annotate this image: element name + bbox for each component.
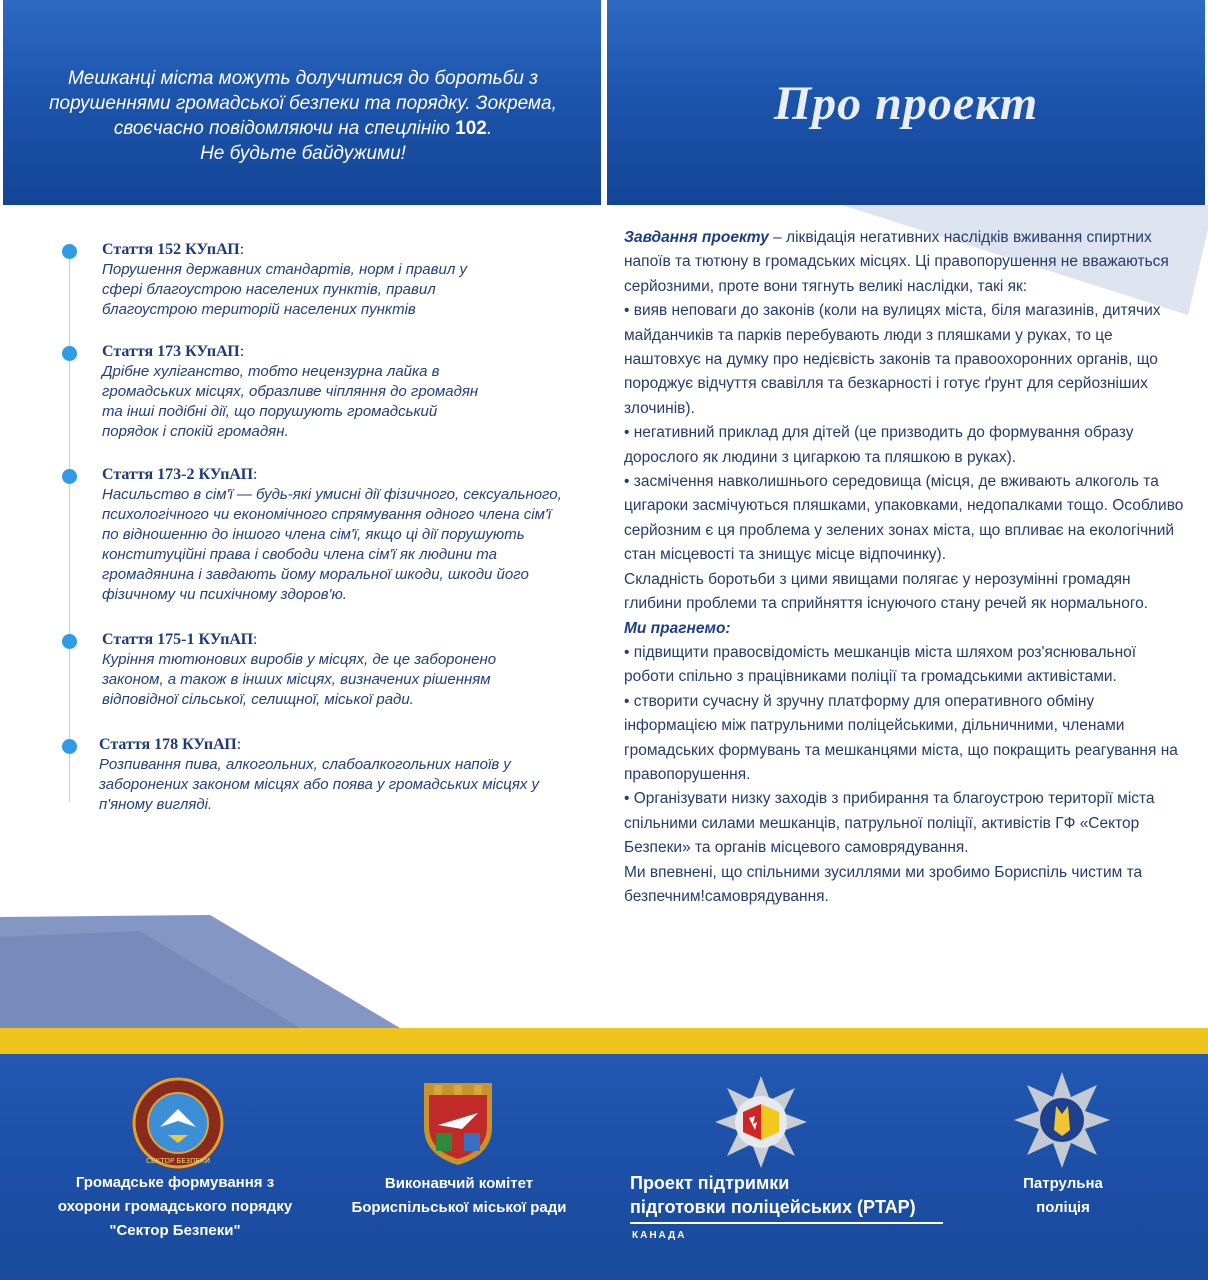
org-executive-committee: Виконавчий комітет Бориспільської міської ради xyxy=(351,1175,567,1216)
svg-text:СЕКТОР БЕЗПЕКИ: СЕКТОР БЕЗПЕКИ xyxy=(145,1157,211,1165)
intro-text xyxy=(43,66,563,166)
article-title: Стаття 152 КУпАП: xyxy=(102,241,245,258)
article-item xyxy=(62,630,582,710)
list-item: • вияв неповаги до законів (коли на вулицях міста, біля магазинів, дитячих майданчиків та парків перебувають люди з пляшками у руках, то це наштовхує на думку про недієвість законів та правоохоронних органів, що породжує відчуття свавілля та безкарності і готує ґрунт для серйозніших злочинів). xyxy=(624,302,1161,417)
article-item xyxy=(62,465,582,605)
intro-line: своєчасно повідомляючи на спецлінію 102. xyxy=(113,118,493,139)
page-title: Про проект xyxy=(773,77,1039,130)
article-item xyxy=(62,735,582,815)
project-task: Завдання проекту – ліквідація негативних наслідків вживання спиртних напоїв та тютюну в громадських місцях. Ці правопорушення не вважаються серйозними, проте вони тягнуть великі наслідки, такі як: xyxy=(624,229,1169,295)
bullet-dot xyxy=(62,346,77,361)
ptap-title: Проект підтримки підготовки поліцейських (PTAP) xyxy=(630,1173,916,1217)
org-patrol-police: Патрульна поліція xyxy=(1023,1175,1103,1216)
intro-line: Мешканці міста можуть долучитися до боротьби з xyxy=(67,68,539,89)
article-description: Порушення державних стандартів, норм і правил у сфері благоустрою населених пунктів, правил благоустрою територій населених пунктів xyxy=(102,261,467,318)
project-description xyxy=(624,226,1184,909)
intro-line: Не будьте байдужими! xyxy=(200,143,406,164)
article-title: Стаття 178 КУпАП: xyxy=(99,736,242,753)
list-item: • створити сучасну й зручну платформу для оперативного обміну інформацією між патрульними поліцейськими, дільничними, членами громадських формувань та мешканцями міста, що покращить реагування на правопорушення. xyxy=(624,692,1178,783)
closing-text: Ми впевнені, що спільними зусиллями ми зробимо Бориспіль чистим та безпечним!самоврядування. xyxy=(624,863,1143,905)
bullet-dot xyxy=(62,634,77,649)
article-description: Дрібне хуліганство, тобто нецензурна лайка в громадських місцях, образливе чіпляння до громадян та інші подібні дії, що порушують громадський порядок і спокій громадян. xyxy=(102,363,479,440)
complexity-text: Складність боротьби з цими явищами полягає у нерозумінні громадян глибини проблеми та сприйняття існуючого стану речей як нормального. xyxy=(624,570,1149,613)
article-title: Стаття 173 КУпАП: xyxy=(102,343,245,360)
list-item: • підвищити правосвідомість мешканців міста шляхом роз'яснювальної роботи спільно з працівниками поліції та громадськими активістами. xyxy=(624,643,1137,686)
canada-police-star-icon xyxy=(713,1074,809,1170)
list-item: • засмічення навколишнього середовища (місця, де вживають алкоголь та цигароки засмічуються пляшками, упаковками, недопалками тощо. Особливо серйозним є ця проблема у зелених зонах міста, що впливає на екологічний стан місцевості та знищує місце відпочинку). xyxy=(624,473,1184,564)
article-title: Стаття 173-2 КУпАП: xyxy=(102,466,258,483)
article-description: Насильство в сім'ї — будь-які умисні дії фізичного, сексуального, психологічного чи економічного спрямування одного члена сім'ї по відношенню до іншого члена сім'ї, якщо ці дії порушують конституційні права і свободи члена сім'ї як людини та громадянина і завдають йому моральної шкоди, шкоди його фізичному чи психічному здоров'ю. xyxy=(102,486,562,603)
ptap-country: КАНАДА xyxy=(632,1230,687,1241)
bullet-dot xyxy=(62,244,77,259)
boryspil-coat-of-arms-icon xyxy=(418,1077,498,1167)
intro-line: порушеннями громадської безпеки та порядку. Зокрема, xyxy=(49,93,557,114)
patrol-police-star-icon xyxy=(1012,1070,1112,1170)
task-label: Завдання проекту xyxy=(624,229,769,246)
ptap-divider xyxy=(630,1222,943,1224)
article-title: Стаття 175-1 КУпАП: xyxy=(102,631,258,648)
list-item: • негативний приклад для дітей (це призводить до формування образу дорослого як людини з цигаркою та пляшкою в руках). xyxy=(624,424,1134,466)
list-item: • Організувати низку заходів з прибирання та благоустрою території міста спільними силами мешканців, патрульної поліції, активістів ГФ «Сектор Безпеки» та органів місцевого самоврядування. xyxy=(624,790,1155,857)
about-banner xyxy=(607,0,1205,205)
article-item xyxy=(62,240,582,320)
article-description: Розпивання пива, алкогольних, слабоалкогольних напоїв у заборонених законом місцях або поява у громадських місцях у п'яному вигляді. xyxy=(99,756,540,813)
goals-label: Ми прагнемо: xyxy=(624,619,731,637)
bullet-dot xyxy=(62,469,77,484)
article-description: Куріння тютюнових виробів у місцях, де це заборонено законом, а також в інших місцях, визначених рішенням відповідної сільської, селищної, міської ради. xyxy=(102,651,497,708)
intro-banner xyxy=(3,0,601,205)
yellow-stripe xyxy=(0,1028,1208,1054)
hotline-number: 102 xyxy=(455,118,487,139)
bullet-dot xyxy=(62,739,77,754)
sector-bezpeky-seal-icon xyxy=(130,1075,226,1171)
article-item xyxy=(62,342,582,442)
org-sector-bezpeky: Громадське формування з охорони громадського порядку "Сектор Безпеки" xyxy=(57,1174,293,1239)
decor-shape-left xyxy=(0,905,420,1028)
